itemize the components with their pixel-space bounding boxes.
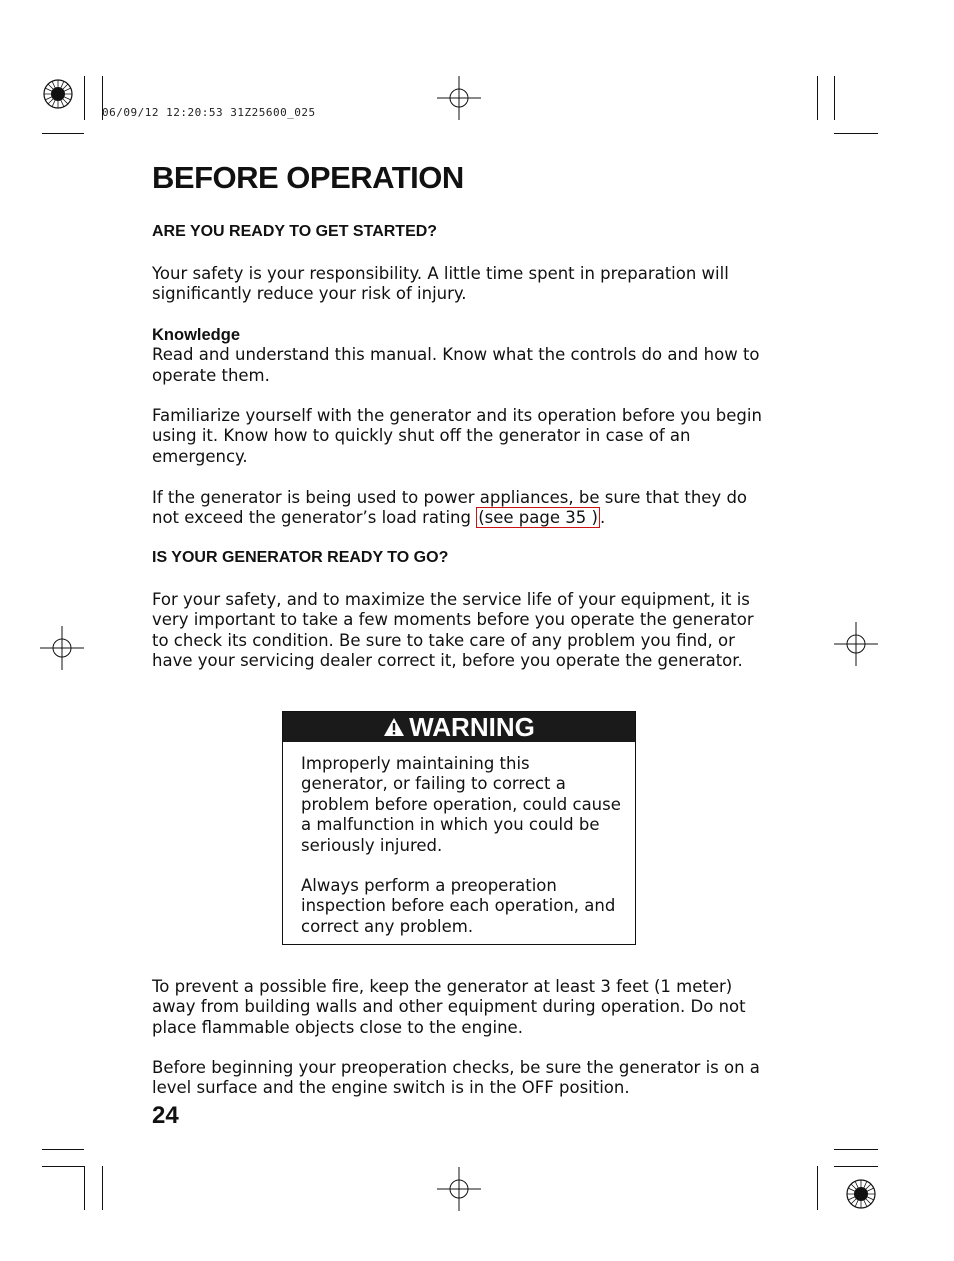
see-page-link[interactable]: (see page 35 ) [478,508,598,528]
level-paragraph: Before beginning your preoperation checks, be sure the generator is on a level surface and the engine switch is in the OFF position. [152,1058,760,1098]
warning-text-2: Always perform a preoperation inspection before each operation, and correct any problem. [301,876,616,936]
warning-text-1: Improperly maintaining this generator, or failing to correct a problem before operation, could cause a malfunction in which you could be seriously injured. [301,754,621,855]
appliances-text: If the generator is being used to power appliances, be sure that they do not exceed the generator’s load rating [152,488,748,528]
knowledge-text: Read and understand this manual. Know what the controls do and how to operate them. [152,345,760,385]
page-number: 24 [152,1102,179,1129]
familiarize-paragraph: Familiarize yourself with the generator and its operation before you begin using it. Know how to quickly shut off the generator in case of an emergency. [152,406,762,466]
registration-target-icon [42,78,74,110]
registration-target-icon [845,1178,877,1210]
page-title: BEFORE OPERATION [152,160,464,195]
crosshair-icon [834,622,878,666]
appliances-end: . [599,508,606,528]
knowledge-label: Knowledge [152,326,241,344]
fire-paragraph: To prevent a possible fire, keep the generator at least 3 feet (1 meter) away from building walls and other equipment during operation. Do not place flammable objects close to the engine. [152,977,746,1037]
warning-box [282,711,636,945]
section-heading-ready: ARE YOU READY TO GET STARTED? [152,223,438,240]
print-stamp: 06/09/12 12:20:53 31Z25600_025 [102,106,316,119]
warning-header [283,712,635,742]
generator-ready-paragraph: For your safety, and to maximize the service life of your equipment, it is very important to take a few moments before you operate the generator to check its condition. Be sure to take care of any problem you find, or have your servicing dealer correct it, before you operate the generator. [152,590,754,671]
warning-label: WARNING [409,711,535,742]
appliances-paragraph [152,488,772,529]
section-heading-generator-ready: IS YOUR GENERATOR READY TO GO? [152,549,449,566]
crosshair-icon [437,1167,481,1211]
crosshair-icon [40,626,84,670]
knowledge-paragraph [152,325,772,386]
crosshair-icon [437,76,481,120]
intro-paragraph: Your safety is your responsibility. A little time spent in preparation will significantly reduce your risk of injury. [152,264,729,304]
warning-triangle-icon [383,717,405,737]
